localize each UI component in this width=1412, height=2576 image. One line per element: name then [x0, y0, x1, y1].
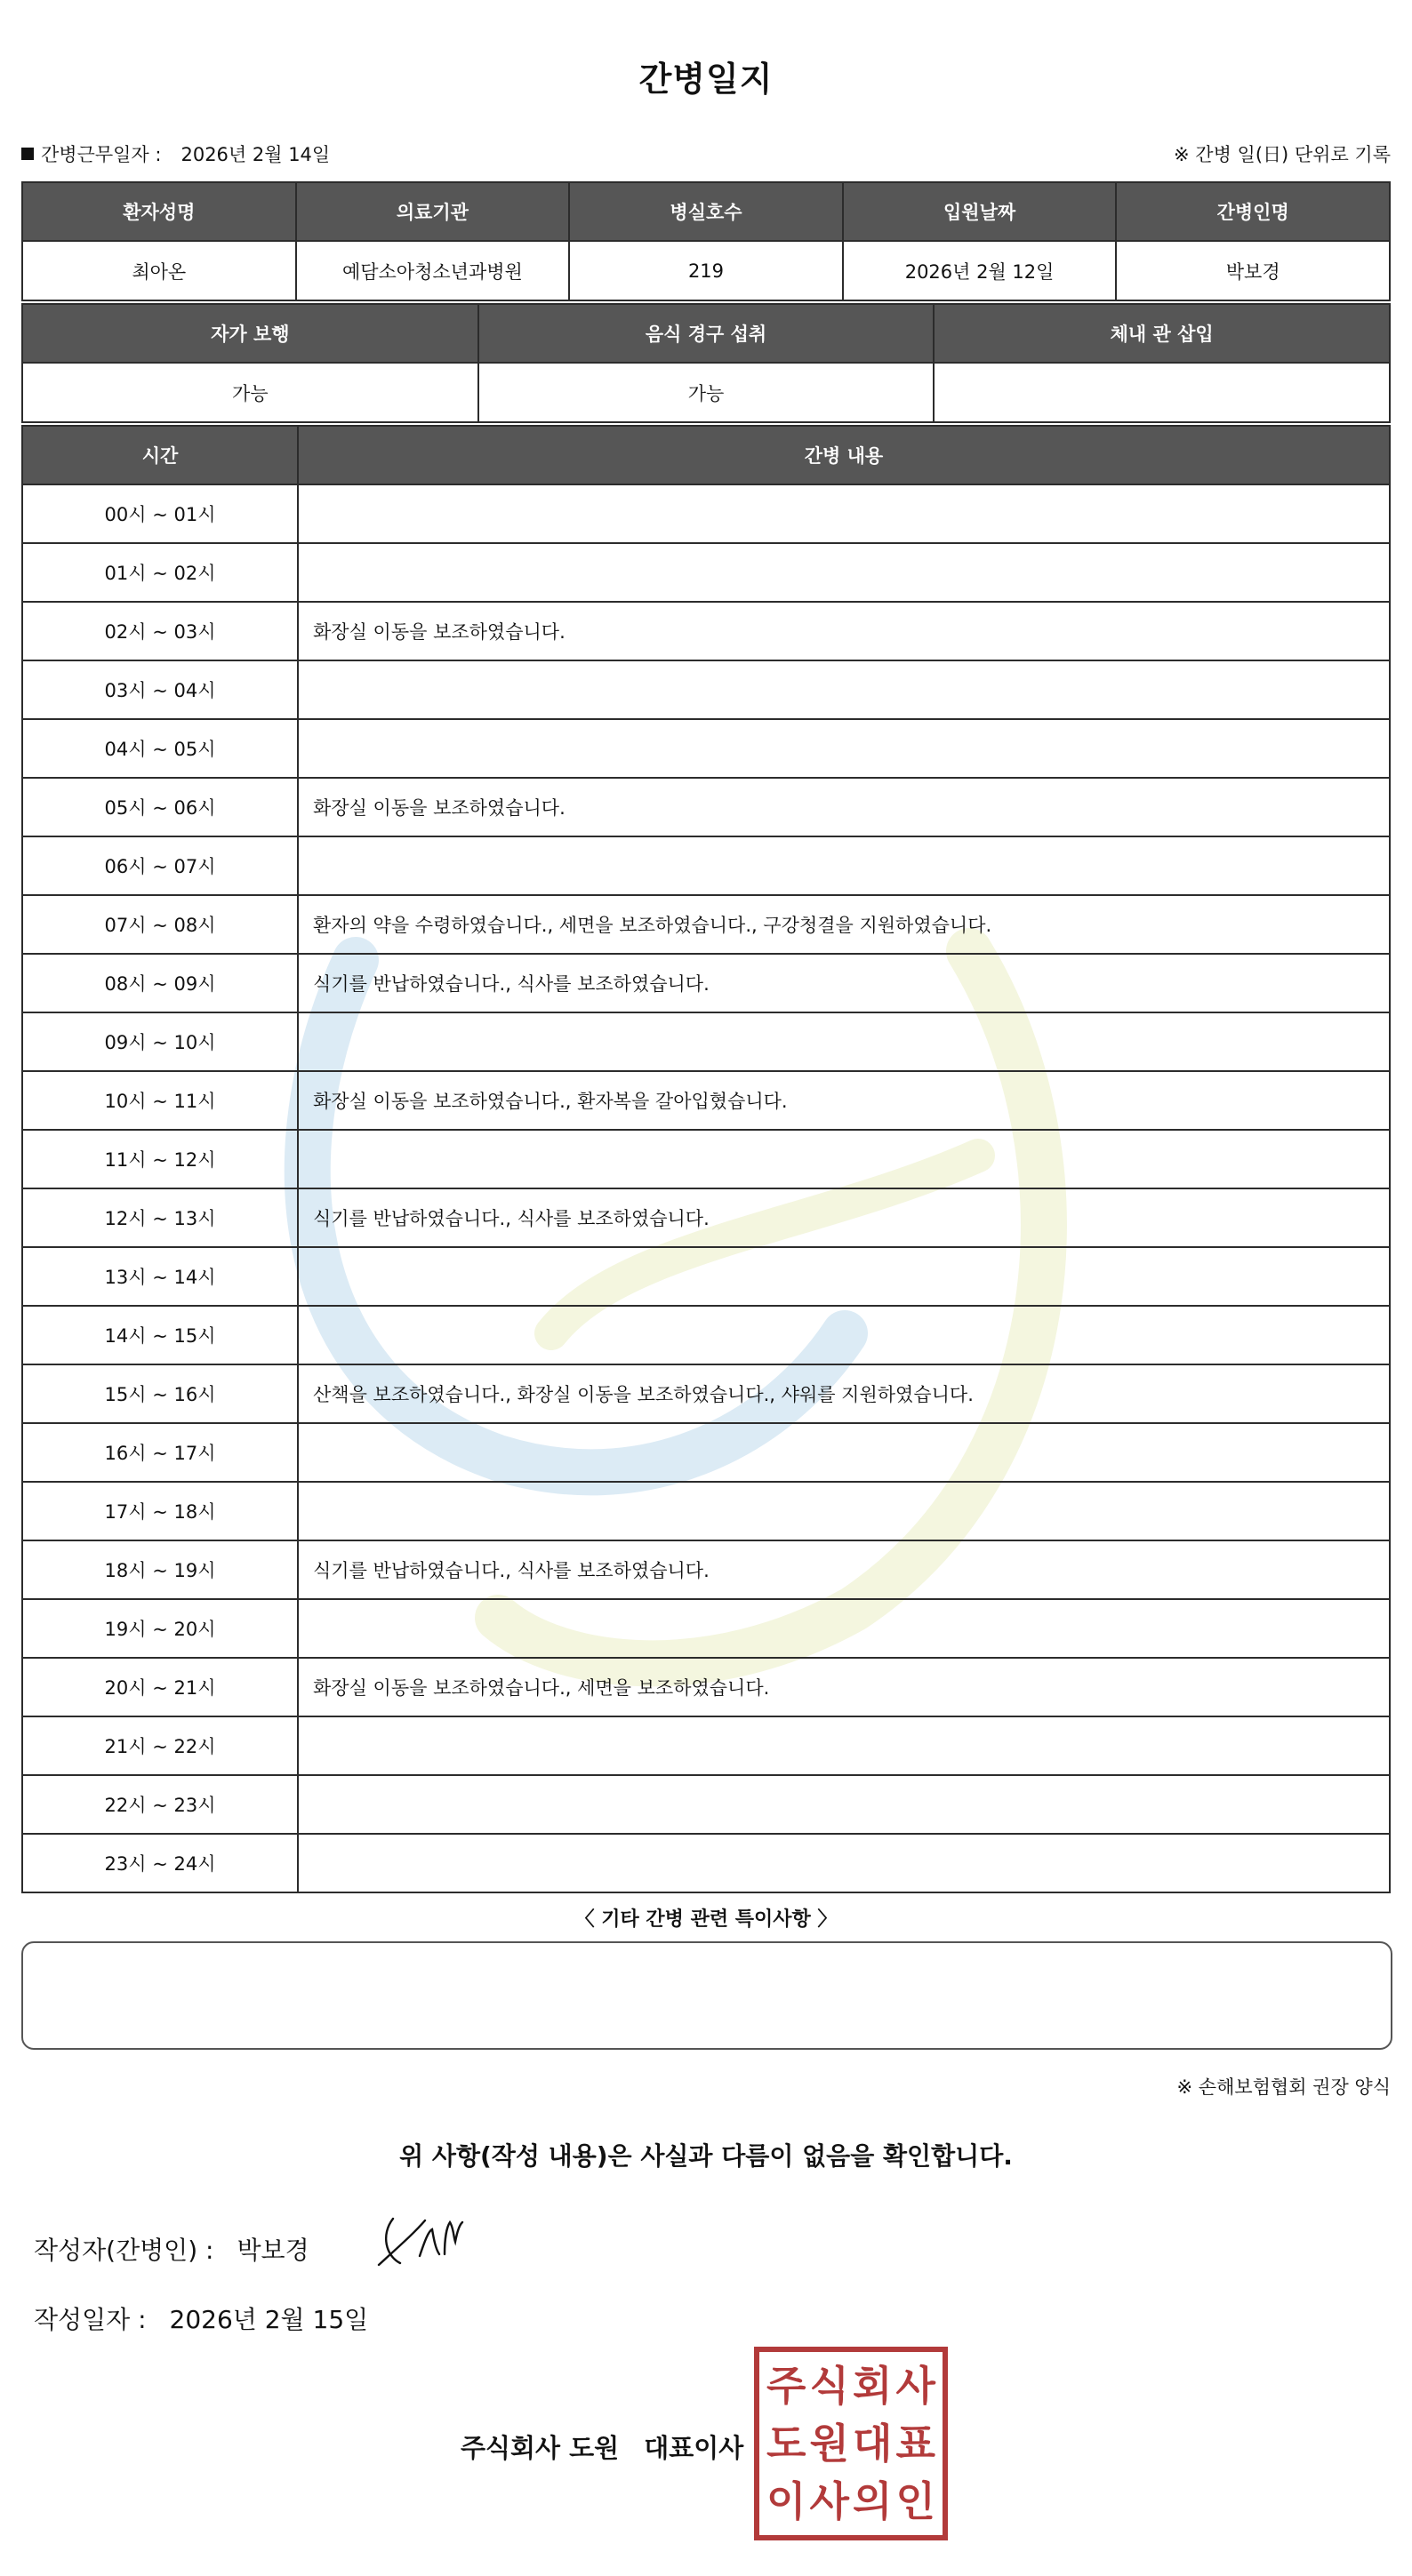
- hour-time-cell: 14시 ~ 15시: [22, 1306, 298, 1364]
- work-date-line: [21, 140, 330, 167]
- hour-row: [22, 1482, 1390, 1540]
- hour-row: [22, 1364, 1390, 1423]
- hour-content-cell: [298, 1834, 1390, 1892]
- hour-row: [22, 1423, 1390, 1482]
- hour-row: [22, 1599, 1390, 1658]
- header-room-number: 병실호수: [569, 182, 843, 241]
- hour-time-cell: 12시 ~ 13시: [22, 1188, 298, 1247]
- page-title: 간병일지: [638, 60, 774, 99]
- hour-content-cell: [298, 1482, 1390, 1540]
- hour-row: [22, 660, 1390, 719]
- company-seal-stamp: [754, 2347, 948, 2540]
- hour-content-cell: [298, 1247, 1390, 1306]
- company-name: 주식회사 도원: [461, 2433, 620, 2463]
- hour-row: [22, 895, 1390, 954]
- hour-content-cell: [298, 1775, 1390, 1834]
- written-date-value: 2026년 2월 15일: [169, 2305, 369, 2334]
- hour-time-cell: 11시 ~ 12시: [22, 1130, 298, 1188]
- writer-line: [34, 2231, 309, 2267]
- writer-label: 작성자(간병인) :: [34, 2236, 214, 2265]
- hour-row: [22, 602, 1390, 660]
- hour-time-cell: 17시 ~ 18시: [22, 1482, 298, 1540]
- hour-row: [22, 1716, 1390, 1775]
- seal-glyph: 인: [895, 2476, 935, 2525]
- hour-row: [22, 1130, 1390, 1188]
- hourly-care-table: [21, 425, 1391, 1893]
- hour-row: [22, 1834, 1390, 1892]
- hour-time-cell: 22시 ~ 23시: [22, 1775, 298, 1834]
- seal-glyph: 회: [853, 2362, 893, 2411]
- hour-time-cell: 09시 ~ 10시: [22, 1012, 298, 1071]
- header-tube-insertion: 체내 관 삽입: [934, 304, 1390, 363]
- patient-info-table: [21, 181, 1391, 301]
- header-caregiver-name: 간병인명: [1116, 182, 1390, 241]
- header-care-content: 간병 내용: [298, 426, 1390, 484]
- form-note: ※ 손해보험협회 권장 양식: [1176, 2076, 1391, 2098]
- patient-header-row: [22, 182, 1390, 241]
- status-value-row: [22, 363, 1390, 422]
- admission-date: 2026년 2월 12일: [843, 241, 1117, 300]
- patient-value-row: [22, 241, 1390, 300]
- hour-time-cell: 20시 ~ 21시: [22, 1658, 298, 1716]
- hour-time-cell: 03시 ~ 04시: [22, 660, 298, 719]
- hours-header-row: [22, 426, 1390, 484]
- tube-insertion-value: [934, 363, 1390, 422]
- hour-content-cell: [298, 1012, 1390, 1071]
- hour-content-cell: [298, 1423, 1390, 1482]
- hour-content-cell: 화장실 이동을 보조하였습니다.: [298, 602, 1390, 660]
- hour-time-cell: 04시 ~ 05시: [22, 719, 298, 778]
- hour-time-cell: 16시 ~ 17시: [22, 1423, 298, 1482]
- work-date-label: 간병근무일자 :: [41, 144, 162, 165]
- header-admission-date: 입원날짜: [843, 182, 1117, 241]
- hour-time-cell: 21시 ~ 22시: [22, 1716, 298, 1775]
- seal-glyph: 사: [895, 2362, 935, 2411]
- room-number: 219: [569, 241, 843, 300]
- hour-row: [22, 778, 1390, 836]
- header-patient-name: 환자성명: [22, 182, 296, 241]
- seal-glyph: 원: [809, 2419, 849, 2468]
- seal-glyph: 표: [895, 2419, 935, 2468]
- notes-title: 〈 기타 간병 관련 특이사항 〉: [574, 1908, 838, 1931]
- written-date-line: [34, 2300, 368, 2336]
- record-note: ※ 간병 일(日) 단위로 기록: [1174, 144, 1391, 165]
- oral-intake-value: 가능: [478, 363, 935, 422]
- writer-name: 박보경: [237, 2236, 309, 2265]
- company-line: [461, 2428, 743, 2465]
- handwritten-signature: [373, 2210, 480, 2274]
- hour-time-cell: 06시 ~ 07시: [22, 836, 298, 895]
- hour-row: [22, 836, 1390, 895]
- hour-time-cell: 07시 ~ 08시: [22, 895, 298, 954]
- seal-glyph: 의: [853, 2476, 893, 2525]
- hour-time-cell: 08시 ~ 09시: [22, 954, 298, 1012]
- hour-time-cell: 00시 ~ 01시: [22, 484, 298, 543]
- written-date-label: 작성일자 :: [34, 2305, 147, 2334]
- ceo-label: 대표이사: [644, 2433, 744, 2463]
- hour-content-cell: 식기를 반납하였습니다., 식사를 보조하였습니다.: [298, 1540, 1390, 1599]
- hour-time-cell: 02시 ~ 03시: [22, 602, 298, 660]
- patient-status-table: [21, 303, 1391, 423]
- header-oral-intake: 음식 경구 섭취: [478, 304, 935, 363]
- hours-body: [22, 484, 1390, 1892]
- hour-time-cell: 15시 ~ 16시: [22, 1364, 298, 1423]
- caregiver-name: 박보경: [1116, 241, 1390, 300]
- institution: 예담소아청소년과병원: [296, 241, 570, 300]
- hour-content-cell: [298, 1599, 1390, 1658]
- hour-row: [22, 543, 1390, 602]
- hour-time-cell: 23시 ~ 24시: [22, 1834, 298, 1892]
- hour-content-cell: [298, 719, 1390, 778]
- special-notes-box: [21, 1941, 1392, 2050]
- hour-content-cell: [298, 1716, 1390, 1775]
- hour-content-cell: [298, 1306, 1390, 1364]
- work-date-value: 2026년 2월 14일: [181, 144, 331, 165]
- seal-glyph: 도: [766, 2419, 806, 2468]
- hour-time-cell: 19시 ~ 20시: [22, 1599, 298, 1658]
- hour-row: [22, 954, 1390, 1012]
- hour-content-cell: 환자의 약을 수령하였습니다., 세면을 보조하였습니다., 구강청결을 지원하였습니다.: [298, 895, 1390, 954]
- hour-content-cell: [298, 1130, 1390, 1188]
- hour-content-cell: 화장실 이동을 보조하였습니다., 환자복을 갈아입혔습니다.: [298, 1071, 1390, 1130]
- hour-row: [22, 484, 1390, 543]
- hour-time-cell: 18시 ~ 19시: [22, 1540, 298, 1599]
- hour-row: [22, 1071, 1390, 1130]
- hour-row: [22, 1012, 1390, 1071]
- hour-time-cell: 13시 ~ 14시: [22, 1247, 298, 1306]
- hour-row: [22, 719, 1390, 778]
- hour-row: [22, 1775, 1390, 1834]
- status-header-row: [22, 304, 1390, 363]
- hour-content-cell: [298, 543, 1390, 602]
- hour-row: [22, 1658, 1390, 1716]
- hour-time-cell: 10시 ~ 11시: [22, 1071, 298, 1130]
- hour-content-cell: 식기를 반납하였습니다., 식사를 보조하였습니다.: [298, 954, 1390, 1012]
- hour-content-cell: 식기를 반납하였습니다., 식사를 보조하였습니다.: [298, 1188, 1390, 1247]
- seal-glyph: 대: [853, 2419, 893, 2468]
- hour-row: [22, 1540, 1390, 1599]
- header-time: 시간: [22, 426, 298, 484]
- confirmation-statement: 위 사항(작성 내용)은 사실과 다름이 없음을 확인합니다.: [399, 2141, 1013, 2171]
- seal-glyph: 사: [809, 2476, 849, 2525]
- hour-content-cell: 화장실 이동을 보조하였습니다., 세면을 보조하였습니다.: [298, 1658, 1390, 1716]
- header-institution: 의료기관: [296, 182, 570, 241]
- hour-row: [22, 1188, 1390, 1247]
- patient-name: 최아온: [22, 241, 296, 300]
- hour-content-cell: 화장실 이동을 보조하였습니다.: [298, 778, 1390, 836]
- seal-glyph: 식: [809, 2362, 849, 2411]
- self-walking-value: 가능: [22, 363, 478, 422]
- seal-glyph: 이: [766, 2476, 806, 2525]
- header-self-walking: 자가 보행: [22, 304, 478, 363]
- hour-time-cell: 01시 ~ 02시: [22, 543, 298, 602]
- hour-content-cell: [298, 484, 1390, 543]
- hour-time-cell: 05시 ~ 06시: [22, 778, 298, 836]
- hour-content-cell: [298, 660, 1390, 719]
- hour-content-cell: [298, 836, 1390, 895]
- square-bullet-icon: [21, 148, 34, 160]
- hour-row: [22, 1247, 1390, 1306]
- seal-glyph: 주: [766, 2362, 806, 2411]
- hour-content-cell: 산책을 보조하였습니다., 화장실 이동을 보조하였습니다., 샤워를 지원하였습니다.: [298, 1364, 1390, 1423]
- hour-row: [22, 1306, 1390, 1364]
